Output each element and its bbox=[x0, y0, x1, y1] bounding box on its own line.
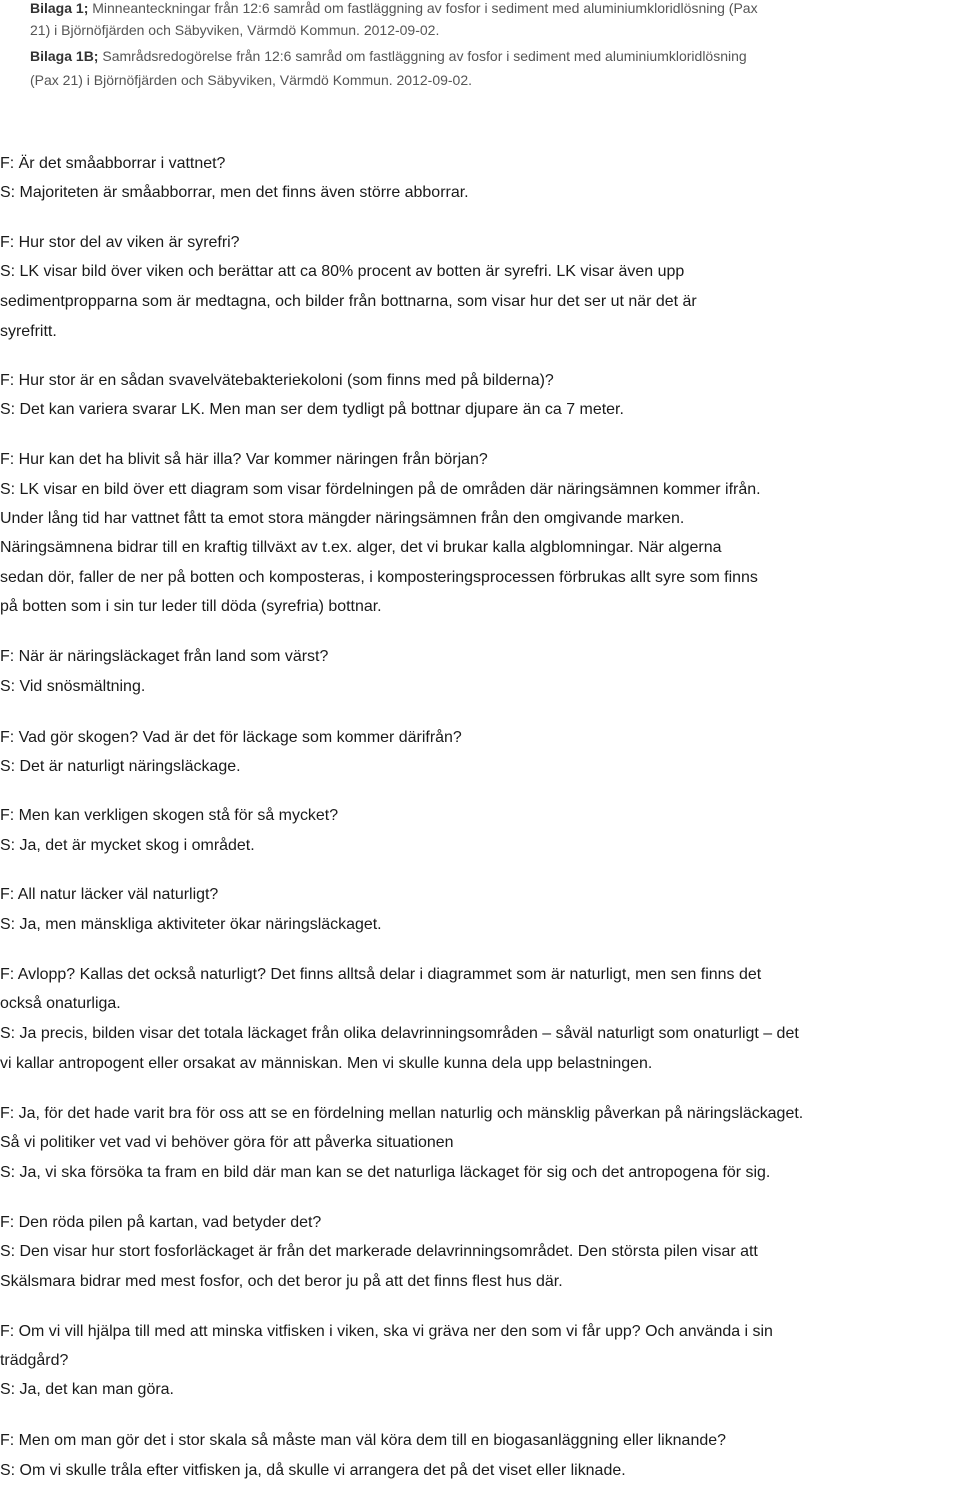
answer-line: Skälsmara bidrar med mest fosfor, och det beror ju på att det finns flest hus där. bbox=[0, 1273, 563, 1290]
answer-line: S: Om vi skulle tråla efter vitfisken ja, då skulle vi arrangera det på det viset eller liknade. bbox=[0, 1462, 626, 1479]
header-bilaga-1-cont: 21) i Björnöfjärden och Säbyviken, Värmdö Kommun. 2012-09-02. bbox=[30, 22, 440, 38]
answer-line: S: LK visar en bild över ett diagram som visar fördelningen på de områden där näringsämnen kommer ifrån. bbox=[0, 481, 761, 498]
answer-line: S: Ja, vi ska försöka ta fram en bild där man kan se det naturliga läckaget för sig och det antropogena för sig. bbox=[0, 1164, 771, 1181]
answer-line: S: Ja precis, bilden visar det totala läckaget från olika delavrinningsområden – såväl naturligt som onaturligt – det bbox=[0, 1025, 799, 1042]
question-line: F: Avlopp? Kallas det också naturligt? Det finns alltså delar i diagrammet som är naturligt, men sen finns det bbox=[0, 966, 762, 983]
question-line: F: Hur kan det ha blivit så här illa? Var kommer näringen från början? bbox=[0, 451, 488, 468]
question-line: F: Är det småabborrar i vattnet? bbox=[0, 155, 226, 172]
answer-line: S: Vid snösmältning. bbox=[0, 678, 146, 695]
answer-line: S: Ja, men mänskliga aktiviteter ökar näringsläckaget. bbox=[0, 916, 382, 933]
question-line: F: Ja, för det hade varit bra för oss att se en fördelning mellan naturlig och mänsklig påverkan på näringsläckaget. bbox=[0, 1105, 804, 1122]
answer-line: sedimentpropparna som är medtagna, och bilder från bottnarna, som visar hur det ser ut när det är bbox=[0, 293, 697, 310]
question-line: F: Men om man gör det i stor skala så måste man väl köra dem till en biogasanläggning eller liknande? bbox=[0, 1432, 726, 1449]
answer-line: S: Den visar hur stort fosforläckaget är från det markerade delavrinningsområdet. Den största pilen visar att bbox=[0, 1243, 758, 1260]
answer-line: S: Majoriteten är småabborrar, men det finns även större abborrar. bbox=[0, 184, 469, 201]
question-line: F: Om vi vill hjälpa till med att minska vitfisken i viken, ska vi gräva ner den som vi får upp? Och använda i sin bbox=[0, 1323, 773, 1340]
question-line: F: Men kan verkligen skogen stå för så mycket? bbox=[0, 807, 339, 824]
answer-line: S: LK visar bild över viken och berättar att ca 80% procent av botten är syrefri. LK visar även upp bbox=[0, 263, 685, 280]
question-line: också onaturliga. bbox=[0, 995, 121, 1012]
question-line: F: Hur stor del av viken är syrefri? bbox=[0, 234, 240, 251]
answer-line: Näringsämnena bidrar till en kraftig tillväxt av t.ex. alger, det vi brukar kalla algblomningar. När algerna bbox=[0, 539, 722, 556]
header-bilaga-1b-label: Bilaga 1B; bbox=[30, 48, 99, 64]
answer-line: S: Det kan variera svarar LK. Men man ser dem tydligt på bottnar djupare än ca 7 meter. bbox=[0, 401, 624, 418]
header-bilaga-1b-text: Samrådsredogörelse från 12:6 samråd om fastläggning av fosfor i sediment med aluminiumkloridlösning bbox=[98, 48, 747, 64]
question-line: F: Vad gör skogen? Vad är det för läckage som kommer därifrån? bbox=[0, 729, 462, 746]
answer-line: vi kallar antropogent eller orsakat av människan. Men vi skulle kunna dela upp belastningen. bbox=[0, 1055, 653, 1072]
answer-line: på botten som i sin tur leder till döda (syrefria) bottnar. bbox=[0, 598, 382, 615]
answer-line: sedan dör, faller de ner på botten och komposteras, i komposteringsprocessen förbrukas allt syre som finns bbox=[0, 569, 758, 586]
header-bilaga-1-label: Bilaga 1; bbox=[30, 0, 89, 16]
header-bilaga-1-text: Minneanteckningar från 12:6 samråd om fastläggning av fosfor i sediment med aluminiumkloridlösning (Pax bbox=[88, 0, 758, 16]
question-line: F: Den röda pilen på kartan, vad betyder det? bbox=[0, 1214, 322, 1231]
question-line: F: När är näringsläckaget från land som värst? bbox=[0, 648, 329, 665]
answer-line: Under lång tid har vattnet fått ta emot stora mängder näringsämnen från den omgivande marken. bbox=[0, 510, 685, 527]
answer-line: S: Ja, det är mycket skog i området. bbox=[0, 837, 255, 854]
header-bilaga-1b bbox=[30, 48, 950, 64]
question-line: F: Hur stor är en sådan svavelvätebakteriekoloni (som finns med på bilderna)? bbox=[0, 372, 554, 389]
question-line: F: All natur läcker väl naturligt? bbox=[0, 886, 219, 903]
answer-line: S: Ja, det kan man göra. bbox=[0, 1381, 174, 1398]
question-line: Så vi politiker vet vad vi behöver göra för att påverka situationen bbox=[0, 1134, 454, 1151]
header-bilaga-1 bbox=[30, 0, 950, 16]
answer-line: S: Det är naturligt näringsläckage. bbox=[0, 758, 241, 775]
question-line: trädgård? bbox=[0, 1352, 69, 1369]
header-bilaga-1b-cont: (Pax 21) i Björnöfjärden och Säbyviken, Värmdö Kommun. 2012-09-02. bbox=[30, 72, 473, 88]
answer-line: syrefritt. bbox=[0, 323, 57, 340]
